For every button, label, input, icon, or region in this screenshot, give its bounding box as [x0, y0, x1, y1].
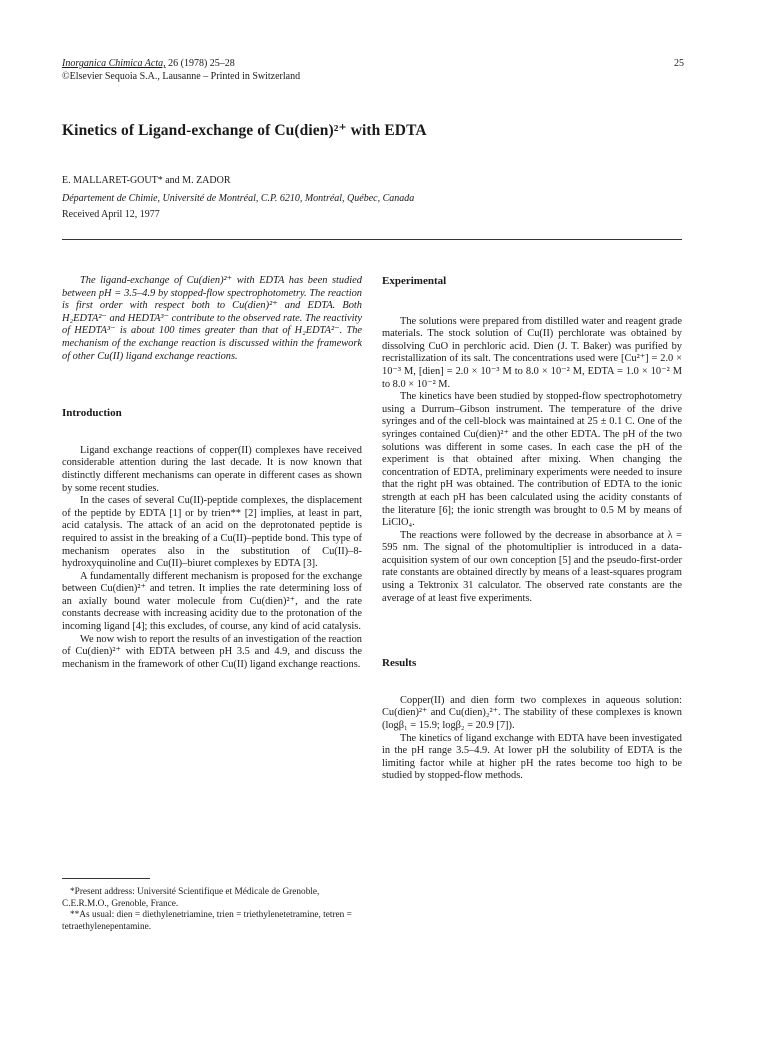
publisher-line: ©Elsevier Sequoia S.A., Lausanne – Printed in Switzerland [62, 70, 301, 82]
footnote-divider [62, 878, 150, 879]
intro-paragraph: In the cases of several Cu(II)-peptide complexes, the displacement of the peptide by EDTA [1] or by trien** [2] implies, at least in part, acid catalysis. The attack of an acid on the deprotonated peptide is required to assist in the breaking of a Cu(II)–peptide bond. This type of mechanism operates also in the substitution of Cu(II)–8-hydroxyquinoline and Cu(II)–biuret complexes by EDTA [3]. [62, 495, 362, 570]
experimental-paragraph: The kinetics have been studied by stopped-flow spectrophotometry using a Durrum–Gibson instrument. The temperature of the drive syringes and of the cell-block was maintained at 25 ± 0.1 C. One of the syringes contained Cu(dien)²⁺ and the other EDTA. The pH of the two solutions was different in some cases. In each case the pH of the experiment is that obtained after mixing. When changing the concentration of EDTA, preliminary experiments were needed to insure that the right pH was obtained. The contribution of EDTA to the ionic strength at each pH has been calculated using the acidity constants of the literature [6]; the ionic strength was brought to 0.5 M by means of LiClO₄. [382, 391, 682, 529]
experimental-paragraph: The solutions were prepared from distilled water and reagent grade materials. The stock solution of Cu(II) perchlorate was obtained by dissolving CuO in perchloric acid. Dien (J. T. Baker) was purified by recristallization of its salt. The concentrations used were [Cu²⁺] = 2.0 × 10⁻³ M, [dien] = 2.0 × 10⁻³ M to 8.0 × 10⁻² M, EDTA = 1.0 × 10⁻² M to 8.0 × 10⁻² M. [382, 315, 682, 390]
introduction-heading: Introduction [62, 407, 122, 420]
journal-name: Inorganica Chimica Acta, [62, 58, 166, 69]
footnotes [62, 878, 362, 933]
intro-paragraph: Ligand exchange reactions of copper(II) complexes have received considerable attention during the last decade. It is now known that distinctly different mechanisms can operate in different cases as shown by some recent studies. [62, 444, 362, 494]
article-title: Kinetics of Ligand-exchange of Cu(dien)²⁺ with EDTA [62, 122, 427, 139]
journal-header [62, 58, 300, 83]
intro-paragraph: We now wish to report the results of an investigation of the reaction of Cu(dien)²⁺ with EDTA between pH 3.5 and 4.9, and discuss the mechanism in the framework of other Cu(II) ligand exchange reactions. [62, 633, 362, 670]
page-number: 25 [674, 58, 684, 69]
results-heading: Results [382, 657, 417, 670]
experimental-paragraph: The reactions were followed by the decrease in absorbance at λ = 595 nm. The signal of the photomultiplier is introduced in a data-acquisition system of our own conception [5] and the pseudo-first-order rate constants are obtained directly by means of a least-squares program using a Tektronix 31 calculator. The observed rate constants are the average of at least five experiments. [382, 529, 682, 604]
header-divider [62, 239, 682, 240]
affiliation: Département de Chimie, Université de Montréal, C.P. 6210, Montréal, Québec, Canada [62, 193, 415, 204]
right-column [382, 275, 682, 783]
results-paragraph: Copper(II) and dien form two complexes in aqueous solution: Cu(dien)²⁺ and Cu(dien)₂²⁺. The stability of these complexes is known (logβ₁ = 15.9; logβ₂ = 20.9 [7]). [382, 694, 682, 732]
footnote: *Present address: Université Scientifique et Médicale de Grenoble, C.E.R.M.O., Grenoble, France. [62, 887, 320, 909]
intro-paragraph: A fundamentally different mechanism is proposed for the exchange between Cu(dien)²⁺ and tetren. It implies the rate determining loss of an axially bound water molecule from Cu(dien)²⁺, and the rate constants decrease with increasing acidity due to the protonation of the incoming ligand [4]; this excludes, of course, any kind of acid catalysis. [62, 570, 362, 633]
abstract: The ligand-exchange of Cu(dien)²⁺ with EDTA has been studied between pH = 3.5–4.9 by stopped-flow spectrophotometry. The reaction is first order with respect both to Cu(dien)²⁺ and EDTA. Both H₂EDTA²⁻ and HEDTA³⁻ contribute to the observed rate. The reactivity of HEDTA³⁻ is about 100 times greater than that of H₂EDTA²⁻. The mechanism of the exchange reaction is discussed within the framework of other Cu(II) ligand exchange reactions. [62, 275, 362, 362]
author-list: E. MALLARET-GOUT* and M. ZADOR [62, 175, 231, 186]
results-paragraph: The kinetics of ligand exchange with EDTA have been investigated in the pH range 3.5–4.9. At lower pH the solubility of EDTA is the limiting factor while at higher pH the rates become too high to be studied by stopped-flow methods. [382, 732, 682, 782]
received-date: Received April 12, 1977 [62, 209, 160, 220]
journal-citation: Inorganica Chimica Acta, 26 (1978) 25–28 [62, 58, 235, 69]
left-column [62, 275, 362, 671]
footnote: **As usual: dien = diethylenetriamine, trien = triethylenetetramine, tetren = tetraethylenepentamine. [62, 910, 352, 932]
experimental-heading: Experimental [382, 275, 447, 287]
